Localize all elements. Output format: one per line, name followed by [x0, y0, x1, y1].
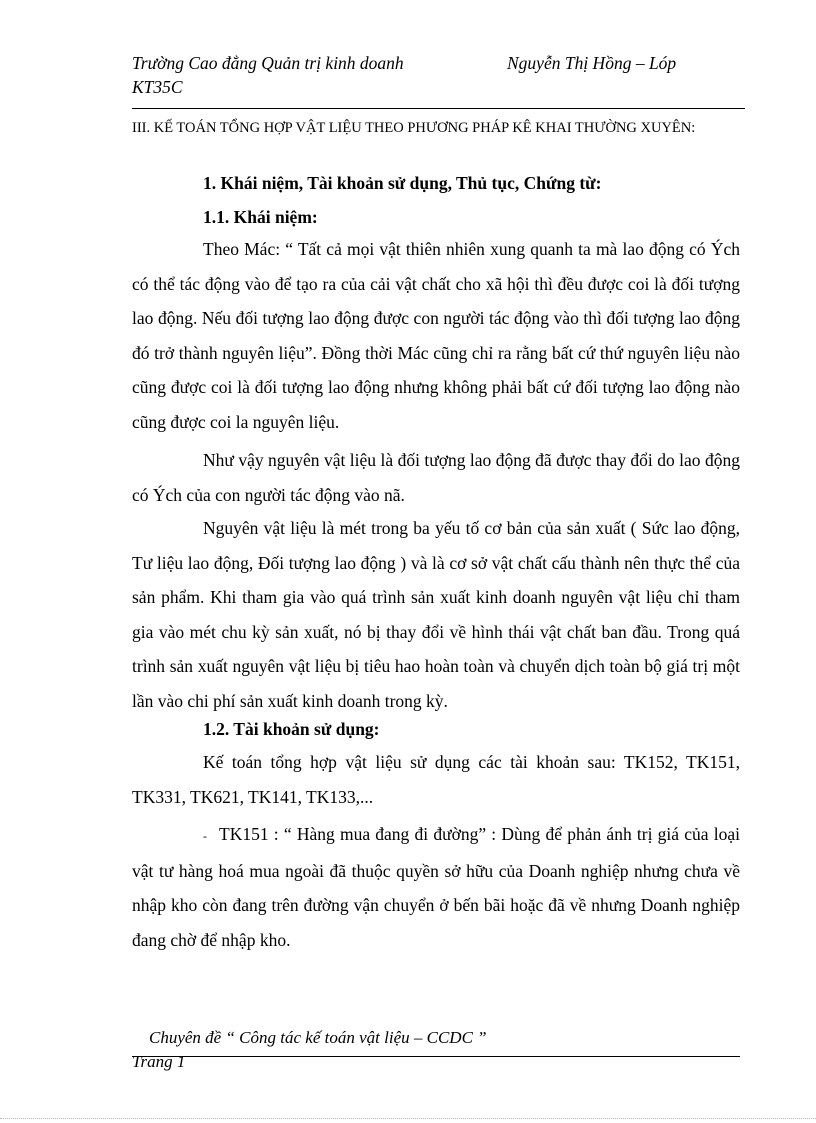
section-title: III. KẾ TOÁN TỔNG HỢP VẬT LIỆU THEO PHƯƠNG PHÁP KÊ KHAI THƯỜNG XUYÊN: — [132, 120, 696, 136]
footer-topic: Chuyên đề “ Công tác kế toán vật liệu – CCDC ” — [149, 1028, 487, 1047]
paragraph-2-text: Như vậy nguyên vật liệu là đối tượng lao động đã được thay đổi do lao động có Ých của con người tác động vào nã. — [132, 450, 740, 505]
paragraph-5 — [132, 817, 740, 957]
paragraph-5-body — [132, 817, 740, 957]
page-separator — [0, 1118, 816, 1119]
paragraph-4 — [132, 745, 740, 814]
footer-page-number: Trang 1 — [132, 1052, 186, 1071]
bullet-dash: - — [203, 829, 207, 843]
heading-1-1: 1.1. Khái niệm: — [203, 207, 318, 227]
header-author: Nguyễn Thị Hồng – Lóp — [507, 53, 677, 73]
paragraph-1 — [132, 232, 740, 439]
heading-1-2: 1.2. Tài khoản sử dụng: — [203, 719, 380, 739]
heading-1: 1. Khái niệm, Tài khoản sử dụng, Thủ tục, Chứng từ: — [203, 173, 602, 193]
paragraph-1-text: Theo Mác: “ Tất cả mọi vật thiên nhiên xung quanh ta mà lao động có Ých có thể tác động vào để tạo ra của cải vật chất cho xã hội thì đều được coi là đối tượng lao động. Nếu đối tượng lao động được con người tác động vào thì đối tượng lao động đó trở thành nguyên liệu”. Đồng thời Mác cũng chỉ ra rằng bất cứ thứ nguyên liệu nào cũng được coi là đối tượng lao động nhưng không phải bất cứ đối tượng lao động nào cũng được coi la nguyên liệu. — [132, 239, 740, 432]
paragraph-5-text: TK151 : “ Hàng mua đang đi đường” : Dùng để phản ánh trị giá của loại vật tư hàng hoá mua ngoài đã thuộc quyền sở hữu của Doanh nghiệp nhưng chưa về nhập kho còn đang trên đường vận chuyển ở bến bãi hoặc đã về nhưng Doanh nghiệp đang chờ để nhập kho. — [132, 824, 740, 950]
paragraph-3-text: Nguyên vật liệu là mét trong ba yếu tố cơ bản của sản xuất ( Sức lao động, Tư liệu lao động, Đối tượng lao động ) và là cơ sở vật chất cấu thành nên thực thể của sản phẩm. Khi tham gia vào quá trình sản xuất kinh doanh nguyên vật liệu chỉ tham gia vào mét chu kỳ sản xuất, nó bị thay đổi về hình thái vật chất ban đầu. Trong quá trình sản xuất nguyên vật liệu bị tiêu hao hoàn toàn và chuyển dịch toàn bộ giá trị một lần vào chi phí sản xuất kinh doanh trong kỳ. — [132, 518, 740, 711]
paragraph-3 — [132, 511, 740, 718]
footer-divider — [132, 1056, 740, 1057]
paragraph-2 — [132, 443, 740, 512]
paragraph-4-text: Kế toán tổng hợp vật liệu sử dụng các tài khoản sau: TK152, TK151, TK331, TK621, TK141, TK133,... — [132, 752, 740, 807]
header-class-code: KT35C — [132, 77, 183, 97]
header-divider — [132, 108, 745, 109]
header-school: Trường Cao đẳng Quản trị kinh doanh — [132, 53, 404, 73]
